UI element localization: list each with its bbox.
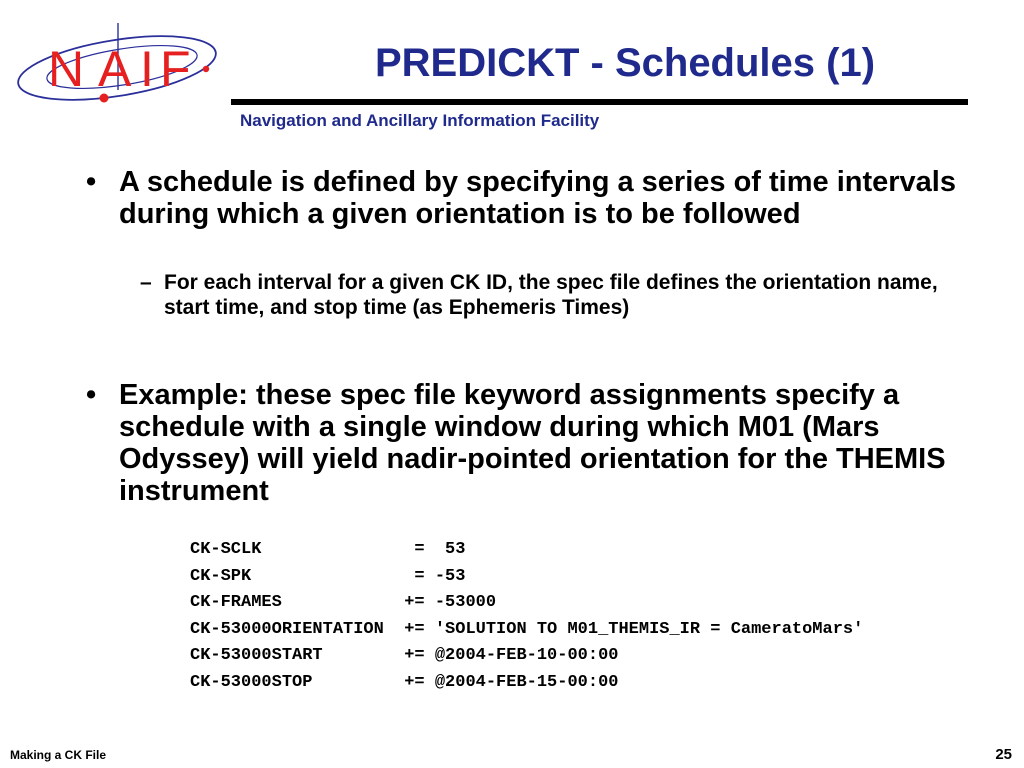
naif-logo-graphic bbox=[14, 18, 234, 110]
logo-tiny-moon-icon bbox=[203, 66, 209, 72]
bullet-dot-icon: • bbox=[86, 379, 97, 411]
bullet-text: Example: these spec file keyword assignments specify a schedule with a single window during which M01 (Mars Odyssey) will yield nadir-pointed orientation for the THEMIS instrument bbox=[119, 379, 946, 507]
dash-icon: – bbox=[140, 271, 152, 294]
bullet-schedule-definition bbox=[86, 166, 1006, 230]
code-line-ck-sclk: CK-SCLK = 53 bbox=[190, 540, 466, 559]
logo-letter-f: F bbox=[160, 41, 191, 97]
logo-letter-n: N bbox=[48, 41, 85, 97]
code-line-ck-spk: CK-SPK = -53 bbox=[190, 566, 466, 586]
code-line-ck-start: CK-53000START += @2004-FEB-10-00:00 bbox=[190, 646, 619, 665]
organization-subtitle: Navigation and Ancillary Information Facility bbox=[240, 111, 600, 130]
bullet-example bbox=[86, 379, 1006, 507]
title-divider bbox=[231, 99, 968, 105]
code-line-ck-orientation: CK-53000ORIENTATION += 'SOLUTION TO M01_THEMIS_IR = CameratoMars' bbox=[190, 619, 864, 639]
bullet-text: A schedule is defined by specifying a series of time intervals during which a given orientation is to be followed bbox=[119, 166, 956, 230]
code-line-ck-frames: CK-FRAMES += -53000 bbox=[190, 593, 497, 612]
naif-logo bbox=[14, 18, 234, 110]
subbullet-interval-definition bbox=[140, 270, 980, 320]
subbullet-text: For each interval for a given CK ID, the spec file defines the orientation name, start time, and stop time (as Ephemeris Times) bbox=[164, 271, 938, 319]
logo-letter-a: A bbox=[98, 41, 132, 97]
page-number: 25 bbox=[995, 746, 1012, 763]
spec-file-keyword-assignments bbox=[190, 537, 1000, 696]
logo-letter-i: I bbox=[140, 41, 154, 97]
footer-document-title: Making a CK File bbox=[10, 748, 107, 762]
code-line-ck-stop: CK-53000STOP += @2004-FEB-15-00:00 bbox=[190, 672, 619, 692]
bullet-dot-icon: • bbox=[86, 166, 97, 198]
page-title: PREDICKT - Schedules (1) bbox=[374, 41, 876, 85]
